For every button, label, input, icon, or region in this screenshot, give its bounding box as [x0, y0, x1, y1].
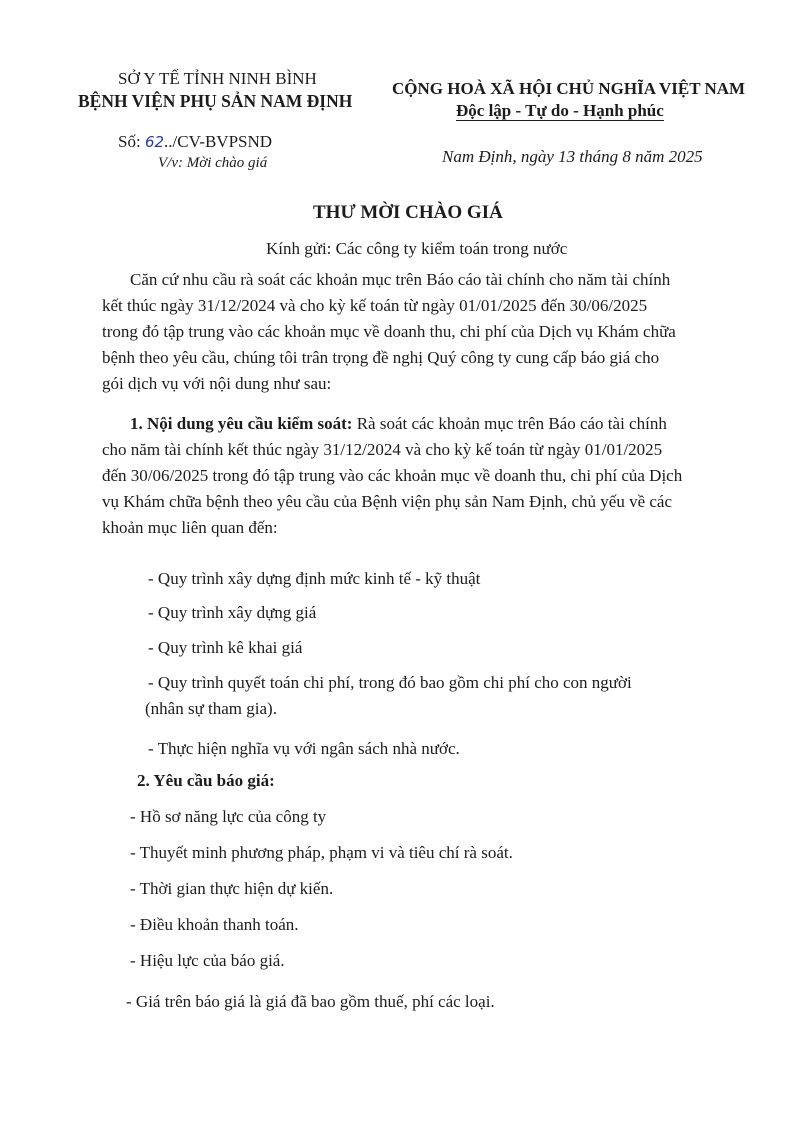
section1-first-line-rest: Rà soát các khoản mục trên Báo cáo tài chính — [352, 414, 667, 433]
section2-heading: 2. Yêu cầu báo giá: — [137, 771, 275, 790]
section1-item-4: - Quy trình quyết toán chi phí, trong đó bao gồm chi phí cho con người — [148, 673, 632, 692]
motto-text: Độc lập - Tự do - Hạnh phúc — [456, 101, 664, 120]
intro-line-1: Căn cứ nhu cầu rà soát các khoản mục trên Báo cáo tài chính cho năm tài chính — [130, 270, 671, 289]
section1-line-2: cho năm tài chính kết thúc ngày 31/12/2024 và cho kỳ kế toán từ ngày 01/01/2025 — [102, 440, 663, 459]
section1-line-4: vụ Khám chữa bệnh theo yêu cầu của Bệnh viện phụ sản Nam Định, chủ yếu về các — [102, 492, 673, 511]
section1-item-2: - Quy trình xây dựng giá — [148, 603, 317, 622]
section2-item-1: - Hồ sơ năng lực của công ty — [130, 807, 327, 826]
section2-item-6: - Giá trên báo giá là giá đã bao gồm thuế, phí các loại. — [126, 992, 495, 1011]
section1-line-5: khoản mục liên quan đến: — [102, 518, 278, 537]
place-date: Nam Định, ngày 13 tháng 8 năm 2025 — [442, 147, 703, 166]
section1-item-5: - Thực hiện nghĩa vụ với ngân sách nhà nước. — [148, 739, 460, 758]
motto — [456, 100, 664, 123]
section2-item-3: - Thời gian thực hiện dự kiến. — [130, 879, 334, 898]
country-name: CỘNG HOÀ XÃ HỘI CHỦ NGHĨA VIỆT NAM — [392, 79, 746, 98]
section1-item-4-cont: (nhân sự tham gia). — [145, 699, 277, 718]
section1-line-3: đến 30/06/2025 trong đó tập trung vào các khoản mục về doanh thu, chi phí của Dịch — [102, 466, 683, 485]
intro-line-3: trong đó tập trung vào các khoản mục về doanh thu, chi phí của Dịch vụ Khám chữa — [102, 322, 676, 341]
number-handwritten: 62 — [144, 133, 165, 151]
section2-item-5: - Hiệu lực của báo giá. — [130, 951, 285, 970]
intro-line-4: bệnh theo yêu cầu, chúng tôi trân trọng đề nghị Quý công ty cung cấp báo giá cho — [102, 348, 660, 367]
agency-name: SỞ Y TẾ TỈNH NINH BÌNH — [118, 69, 317, 88]
section2-item-2: - Thuyết minh phương pháp, phạm vi và tiêu chí rà soát. — [130, 843, 513, 862]
section1-heading: 1. Nội dung yêu cầu kiểm soát: — [130, 414, 353, 433]
section1-first-line — [130, 413, 667, 436]
intro-line-5: gói dịch vụ với nội dung như sau: — [102, 374, 332, 393]
number-suffix: ../CV-BVPSND — [164, 132, 273, 151]
section2-item-4: - Điều khoản thanh toán. — [130, 915, 299, 934]
hospital-name: BỆNH VIỆN PHỤ SẢN NAM ĐỊNH — [78, 91, 353, 111]
subject-line: V/v: Mời chào giá — [158, 155, 268, 171]
section1-item-3: - Quy trình kê khai giá — [148, 638, 303, 657]
document-number — [118, 131, 272, 154]
intro-line-2: kết thúc ngày 31/12/2024 và cho kỳ kế toán từ ngày 01/01/2025 đến 30/06/2025 — [102, 296, 648, 315]
recipient-line: Kính gửi: Các công ty kiểm toán trong nước — [266, 239, 568, 258]
section1-item-1: - Quy trình xây dựng định mức kinh tế - kỹ thuật — [148, 569, 481, 588]
number-prefix: Số: — [118, 132, 145, 151]
document-title: THƯ MỜI CHÀO GIÁ — [313, 202, 503, 223]
